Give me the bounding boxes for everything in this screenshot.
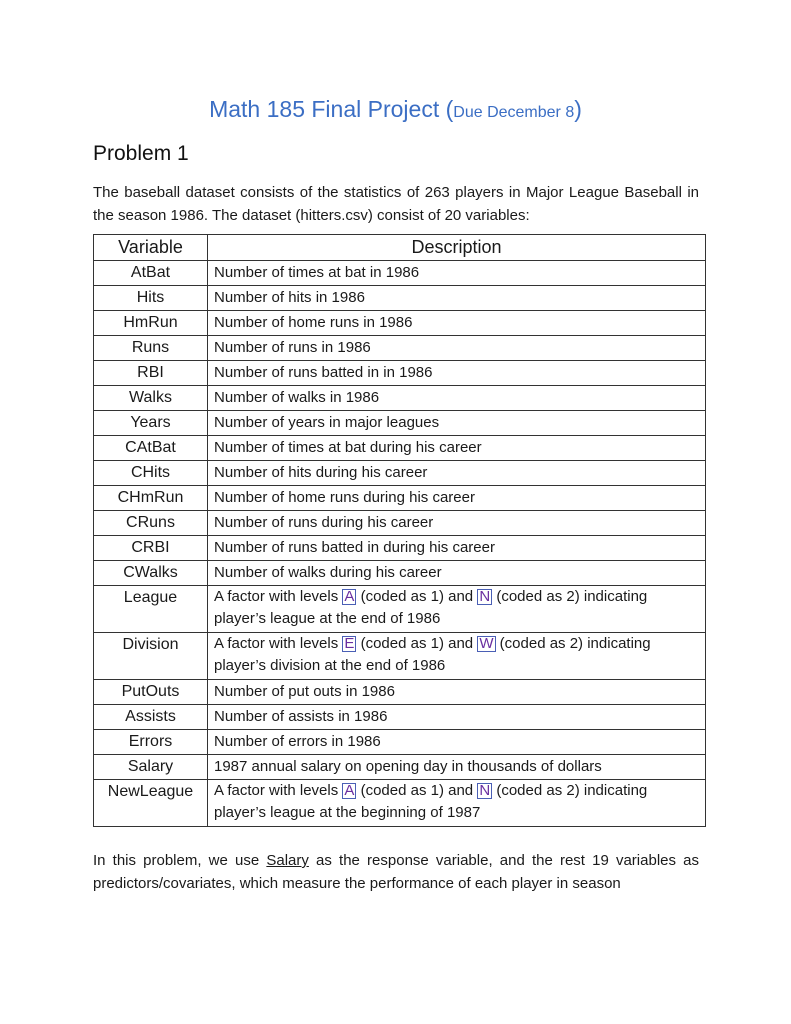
variable-name: Years (94, 411, 208, 436)
variable-name: CWalks (94, 561, 208, 586)
table-row (94, 586, 706, 633)
variable-name: League (94, 586, 208, 633)
salary-term: Salary (266, 852, 309, 869)
variable-description: A factor with levels A (coded as 1) and N (coded as 2) indicating player’s league at the beginning of 1987 (208, 780, 706, 827)
table-row (94, 261, 706, 286)
table-row (94, 411, 706, 436)
variable-description: Number of runs batted in in 1986 (208, 361, 706, 386)
variable-name: Salary (94, 755, 208, 780)
table-row (94, 361, 706, 386)
table-row (94, 311, 706, 336)
variable-name: CRBI (94, 536, 208, 561)
table-row (94, 286, 706, 311)
table-row (94, 336, 706, 361)
intro-paragraph: The baseball dataset consists of the statistics of 263 players in Major League Baseball in the season 1986. The dataset (hitters.csv) consist of 20 variables: (93, 184, 699, 224)
table-row (94, 730, 706, 755)
table-row (94, 486, 706, 511)
problem-heading: Problem 1 (93, 142, 189, 165)
variable-name: PutOuts (94, 680, 208, 705)
level-code: W (479, 635, 494, 652)
level-code: A (344, 588, 355, 605)
variable-description: Number of walks in 1986 (208, 386, 706, 411)
table-row (94, 780, 706, 827)
variables-table (93, 234, 706, 827)
variable-description: A factor with levels E (coded as 1) and W (coded as 2) indicating player’s division at the end of 1986 (208, 633, 706, 680)
variable-description: Number of walks during his career (208, 561, 706, 586)
variable-description: Number of errors in 1986 (208, 730, 706, 755)
variable-name: HmRun (94, 311, 208, 336)
variable-name: Runs (94, 336, 208, 361)
variable-column-header: Variable (94, 235, 208, 261)
table-row (94, 680, 706, 705)
variable-name: Division (94, 633, 208, 680)
variable-name: CHits (94, 461, 208, 486)
table-row (94, 705, 706, 730)
level-code: N (479, 588, 491, 605)
table-header-row (94, 235, 706, 261)
description-column-header: Description (208, 235, 706, 261)
table-row (94, 536, 706, 561)
variable-description: Number of times at bat in 1986 (208, 261, 706, 286)
level-code: E (344, 635, 355, 652)
variable-description: Number of hits during his career (208, 461, 706, 486)
variable-description: 1987 annual salary on opening day in thousands of dollars (208, 755, 706, 780)
variable-description: A factor with levels A (coded as 1) and N (coded as 2) indicating player’s league at the end of 1986 (208, 586, 706, 633)
variable-name: Hits (94, 286, 208, 311)
variable-name: AtBat (94, 261, 208, 286)
variable-description: Number of runs batted in during his career (208, 536, 706, 561)
variable-description: Number of hits in 1986 (208, 286, 706, 311)
variable-description: Number of runs in 1986 (208, 336, 706, 361)
table-row (94, 511, 706, 536)
variable-name: RBI (94, 361, 208, 386)
variable-description: Number of assists in 1986 (208, 705, 706, 730)
table-row (94, 461, 706, 486)
variable-description: Number of years in major leagues (208, 411, 706, 436)
variable-description: Number of put outs in 1986 (208, 680, 706, 705)
table-row (94, 561, 706, 586)
closing-paragraph: In this problem, we use Salary as the response variable, and the rest 19 variables as predictors/covariates, which measure the performance of each player in season (93, 852, 699, 892)
variable-name: CHmRun (94, 486, 208, 511)
variable-name: CAtBat (94, 436, 208, 461)
table-row (94, 436, 706, 461)
variable-description: Number of times at bat during his career (208, 436, 706, 461)
variable-name: Assists (94, 705, 208, 730)
table-row (94, 755, 706, 780)
variable-description: Number of home runs during his career (208, 486, 706, 511)
variable-description: Number of runs during his career (208, 511, 706, 536)
variable-name: NewLeague (94, 780, 208, 827)
variable-description: Number of home runs in 1986 (208, 311, 706, 336)
document-title: Math 185 Final Project (Due December 8) (209, 96, 582, 122)
variable-name: CRuns (94, 511, 208, 536)
variable-name: Walks (94, 386, 208, 411)
level-code: A (344, 782, 355, 799)
level-code: N (479, 782, 491, 799)
table-row (94, 633, 706, 680)
variable-name: Errors (94, 730, 208, 755)
table-row (94, 386, 706, 411)
